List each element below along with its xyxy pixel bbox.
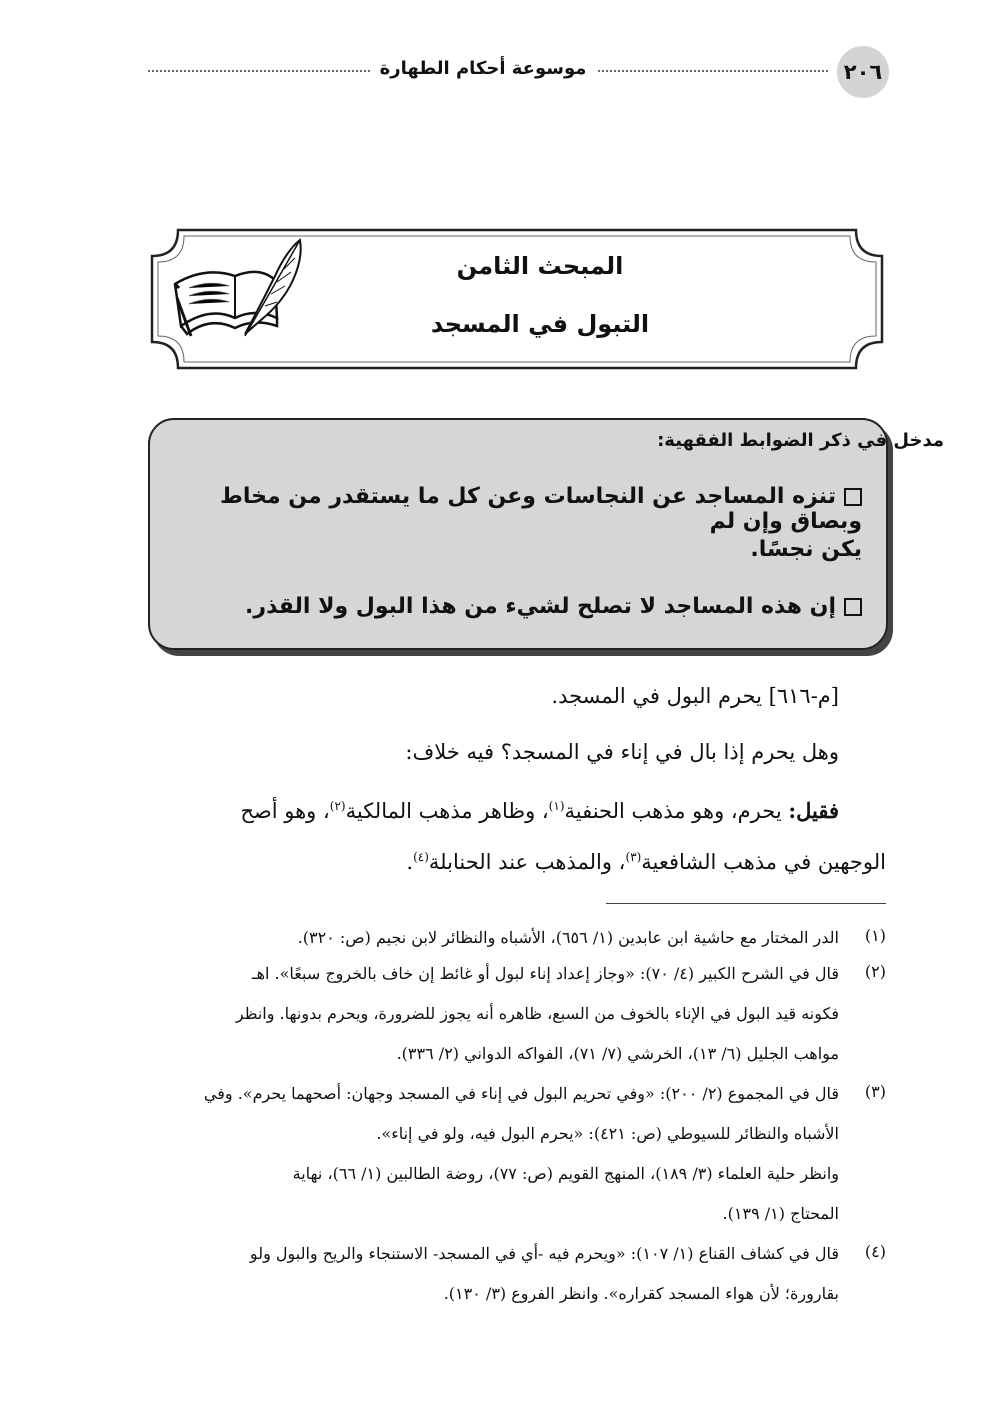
rule-item bbox=[162, 484, 862, 534]
rule-text: إن هذه المساجد لا تصلح لشيء من هذا البول ولا القذر. bbox=[245, 594, 836, 619]
rules-heading: مدخل في ذكر الضوابط الفقهية: bbox=[657, 430, 944, 451]
text-run: يحرم، وهو مذهب الحنفية bbox=[564, 799, 789, 823]
footnote-line: بقارورة؛ لأن هواء المسجد كقراره». وانظر الفروع (٣/ ١٣٠). bbox=[443, 1284, 839, 1303]
footnote-divider bbox=[606, 903, 886, 904]
paragraph: [م-٦١٦] يحرم البول في المسجد. bbox=[551, 684, 839, 708]
footnote-line: الدر المختار مع حاشية ابن عابدين (١/ ٦٥٦)، الأشباه والنظائر لابن نجيم (ص: ٣٢٠). bbox=[297, 928, 839, 947]
footnote-line: قال في كشاف القناع (١/ ١٠٧): «ويحرم فيه -أي في المسجد- الاستنجاء والريح والبول ولو bbox=[249, 1244, 839, 1263]
paragraph bbox=[146, 848, 886, 877]
footnote-line: المحتاج (١/ ١٣٩). bbox=[722, 1204, 839, 1223]
footnote-line: الأشباه والنظائر للسيوطي (ص: ٤٢١): «يحرم البول فيه، ولو في إناء». bbox=[376, 1124, 839, 1143]
paragraph: وهل يحرم إذا بال في إناء في المسجد؟ فيه خلاف: bbox=[405, 740, 839, 764]
book-title: موسوعة أحكام الطهارة bbox=[379, 58, 587, 79]
footnote-ref[interactable]: (٤) bbox=[413, 850, 429, 864]
header-dots-right bbox=[598, 70, 828, 72]
footnote-line: قال في الشرح الكبير (٤/ ٧٠): «وجاز إعداد إناء لبول أو غائط إن خاف بالخروج سبعًا». اهـ bbox=[251, 964, 839, 983]
text-run: ، وهو أصح bbox=[240, 799, 330, 823]
footnote-number: (٤) bbox=[864, 1242, 886, 1261]
footnote-ref[interactable]: (٣) bbox=[625, 850, 642, 864]
lead-word: فقيل: bbox=[788, 798, 839, 823]
rule-item bbox=[162, 594, 862, 619]
book-quill-icon bbox=[165, 236, 315, 346]
text-run: الوجهين في مذهب الشافعية bbox=[641, 850, 886, 874]
checkbox-square-icon bbox=[844, 598, 862, 616]
checkbox-square-icon bbox=[844, 488, 862, 506]
footnote-number: (١) bbox=[864, 926, 886, 945]
section-label: المبحث الثامن bbox=[456, 252, 624, 280]
footnote-line: قال في المجموع (٢/ ٢٠٠): «وفي تحريم البول في إناء في المسجد وجهان: أصحهما يحرم». وفي bbox=[203, 1084, 839, 1103]
header-dots-left bbox=[148, 70, 370, 72]
section-title: التبول في المسجد bbox=[430, 310, 650, 338]
footnote-number: (٣) bbox=[864, 1082, 886, 1101]
text-run: ، وظاهر مذهب المالكية bbox=[345, 799, 549, 823]
footnote-number: (٢) bbox=[864, 962, 886, 981]
footnote-ref[interactable]: (١) bbox=[548, 799, 565, 813]
footnote-line: مواهب الجليل (٦/ ١٣)، الخرشي (٧/ ٧١)، الفواكه الدواني (٢/ ٣٣٦). bbox=[396, 1044, 839, 1063]
text-run: . bbox=[406, 850, 414, 874]
footnote-ref[interactable]: (٢) bbox=[329, 799, 346, 813]
footnote-line: فكونه قيد البول في الإناء بالخوف من السبع، ظاهره أنه يجوز للضرورة، ويحرم بدونها. وانظر bbox=[235, 1004, 839, 1023]
rule-text: تنزه المساجد عن النجاسات وعن كل ما يستقدر من مخاط وبصاق وإن لم bbox=[220, 484, 862, 534]
paragraph bbox=[119, 796, 839, 826]
text-run: ، والمذهب عند الحنابلة bbox=[428, 850, 626, 874]
page-number: ٢٠٦ bbox=[837, 46, 889, 98]
footnote-line: وانظر حلية العلماء (٣/ ١٨٩)، المنهج القويم (ص: ٧٧)، روضة الطالبين (١/ ٦٦)، نهاية bbox=[292, 1164, 839, 1183]
rule-item-continued: يكن نجسًا. bbox=[750, 537, 862, 562]
